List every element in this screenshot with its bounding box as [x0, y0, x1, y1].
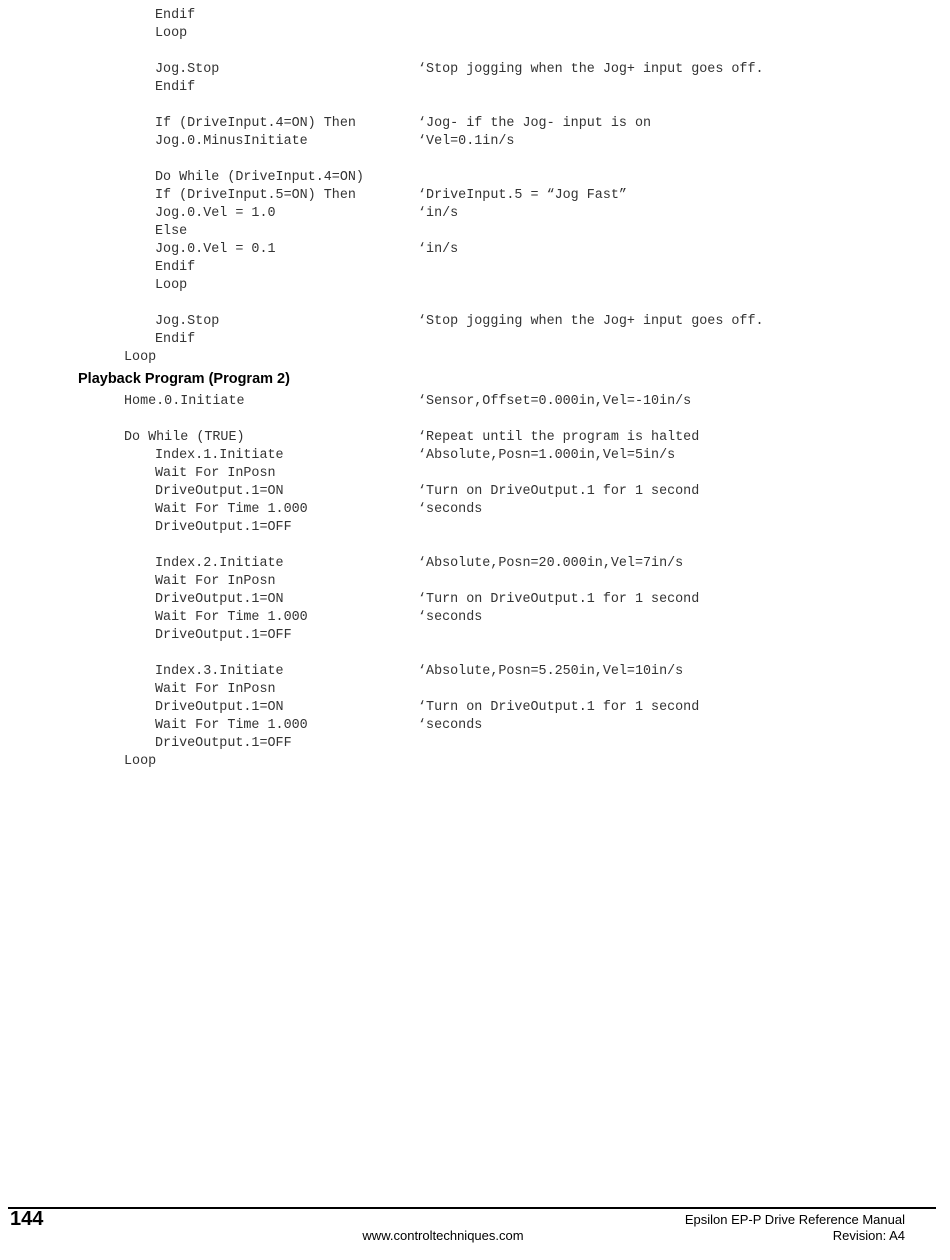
code-comment: ‘Absolute,Posn=1.000in,Vel=5in/s — [418, 448, 676, 463]
code-comment: ‘in/s — [418, 242, 459, 257]
code-line: Endif — [155, 332, 196, 347]
code-comment: ‘seconds — [418, 502, 483, 517]
code-line: DriveOutput.1=OFF — [155, 628, 292, 643]
code-comment: ‘Vel=0.1in/s — [418, 134, 515, 149]
code-line: Wait For InPosn — [155, 466, 276, 481]
code-line: Loop — [155, 26, 188, 41]
code-line: DriveOutput.1=ON — [155, 700, 284, 715]
code-line: Jog.0.Vel = 0.1 — [155, 242, 276, 257]
manual-title: Epsilon EP-P Drive Reference Manual — [684, 1212, 905, 1227]
page-number: 144 — [10, 1208, 44, 1230]
code-line: Jog.Stop — [155, 314, 220, 329]
code-line: Endif — [155, 8, 196, 23]
code-line: DriveOutput.1=OFF — [155, 736, 292, 751]
code-line: Endif — [155, 260, 196, 275]
section-heading: Playback Program (Program 2) — [78, 371, 290, 387]
code-comment: ‘Absolute,Posn=20.000in,Vel=7in/s — [418, 556, 684, 571]
code-comment: ‘DriveInput.5 = “Jog Fast” — [418, 188, 627, 203]
code-comment: ‘Repeat until the program is halted — [418, 430, 700, 445]
footer-divider — [8, 1207, 936, 1209]
code-comment: ‘Sensor,Offset=0.000in,Vel=-10in/s — [418, 394, 692, 409]
code-comment: ‘Stop jogging when the Jog+ input goes off. — [418, 314, 764, 329]
code-line: Loop — [124, 754, 157, 769]
code-comment: ‘seconds — [418, 610, 483, 625]
code-line: Home.0.Initiate — [124, 394, 245, 409]
code-line: Jog.Stop — [155, 62, 220, 77]
code-line: Else — [155, 224, 188, 239]
code-comment: ‘seconds — [418, 718, 483, 733]
code-line: Endif — [155, 80, 196, 95]
code-line: Index.2.Initiate — [155, 556, 284, 571]
code-comment: ‘in/s — [418, 206, 459, 221]
code-comment: ‘Jog- if the Jog- input is on — [418, 116, 652, 131]
code-line: If (DriveInput.5=ON) Then — [155, 188, 356, 203]
code-comment: ‘Stop jogging when the Jog+ input goes off. — [418, 62, 764, 77]
code-line: Wait For Time 1.000 — [155, 718, 308, 733]
code-line: Index.1.Initiate — [155, 448, 284, 463]
code-line: Loop — [155, 278, 188, 293]
footer-url: www.controltechniques.com — [362, 1228, 524, 1243]
code-line: Loop — [124, 350, 157, 365]
code-line: DriveOutput.1=ON — [155, 484, 284, 499]
code-line: Jog.0.Vel = 1.0 — [155, 206, 276, 221]
code-line: Do While (DriveInput.4=ON) — [155, 170, 364, 185]
code-line: Wait For InPosn — [155, 574, 276, 589]
code-comment: ‘Turn on DriveOutput.1 for 1 second — [418, 592, 700, 607]
code-line: Wait For InPosn — [155, 682, 276, 697]
code-line: Index.3.Initiate — [155, 664, 284, 679]
code-comment: ‘Absolute,Posn=5.250in,Vel=10in/s — [418, 664, 684, 679]
code-comment: ‘Turn on DriveOutput.1 for 1 second — [418, 484, 700, 499]
revision-label: Revision: A4 — [832, 1228, 905, 1243]
code-line: If (DriveInput.4=ON) Then — [155, 116, 356, 131]
code-line: Jog.0.MinusInitiate — [155, 134, 308, 149]
code-line: DriveOutput.1=OFF — [155, 520, 292, 535]
code-line: Wait For Time 1.000 — [155, 502, 308, 517]
code-line: Wait For Time 1.000 — [155, 610, 308, 625]
code-line: Do While (TRUE) — [124, 430, 245, 445]
code-comment: ‘Turn on DriveOutput.1 for 1 second — [418, 700, 700, 715]
code-line: DriveOutput.1=ON — [155, 592, 284, 607]
